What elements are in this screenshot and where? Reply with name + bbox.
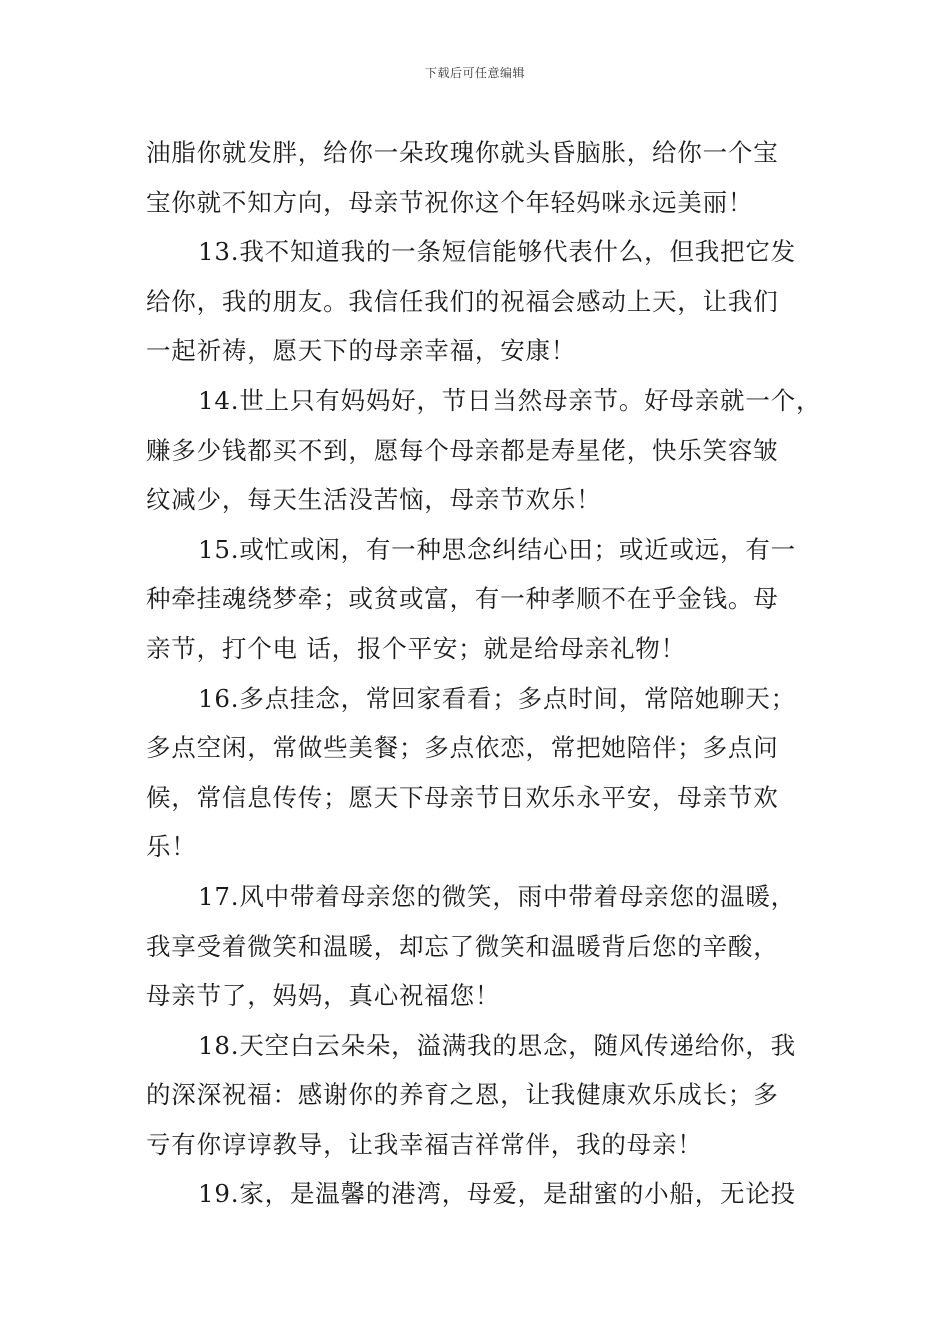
header-note: 下载后可任意编辑: [424, 66, 525, 80]
text-line: 候，常信息传传；愿天下母亲节日欢乐永平安，母亲节欢: [146, 782, 779, 812]
text-line: 种牵挂魂绕梦牵；或贫或富，有一种孝顺不在乎金钱。母: [146, 584, 779, 614]
text-line: 多点空闲，常做些美餐；多点依恋，常把她陪伴；多点问: [146, 733, 779, 763]
text-line: 19.家，是温馨的港湾，母爱，是甜蜜的小船，无论投: [198, 1179, 796, 1209]
text-line: 赚多少钱都买不到，愿每个母亲都是寿星佬，快乐笑容皱: [146, 435, 779, 465]
text-line: 17.风中带着母亲您的微笑，雨中带着母亲您的温暖，: [198, 881, 796, 911]
text-line: 我享受着微笑和温暖，却忘了微笑和温暖背后您的辛酸，: [146, 931, 779, 961]
text-line: 乐！: [146, 832, 197, 862]
text-line: 15.或忙或闲，有一种思念纠结心田；或近或远，有一: [198, 534, 796, 564]
text-line: 16.多点挂念，常回家看看；多点时间，常陪她聊天；: [198, 683, 796, 713]
text-line: 宝你就不知方向，母亲节祝你这个年轻妈咪永远美丽！: [146, 187, 754, 217]
body-text: [146, 128, 822, 1219]
text-line: 纹减少，每天生活没苦恼，母亲节欢乐！: [146, 485, 602, 515]
text-line: 18.天空白云朵朵，溢满我的思念，随风传递给你，我: [198, 1030, 796, 1060]
text-line: 油脂你就发胖，给你一朵玫瑰你就头昏脑胀，给你一个宝: [146, 138, 779, 167]
text-line: 给你，我的朋友。我信任我们的祝福会感动上天，让我们: [146, 286, 779, 316]
text-line: 亲节，打个电 话，报个平安；就是给母亲礼物！: [146, 633, 686, 663]
text-line: 亏有你谆谆教导，让我幸福吉祥常伴，我的母亲！: [146, 1129, 703, 1159]
text-line: 13.我不知道我的一条短信能够代表什么，但我把它发: [198, 237, 796, 267]
text-line: 14.世上只有妈妈好，节日当然母亲节。好母亲就一个，: [198, 385, 822, 415]
text-line: 一起祈祷，愿天下的母亲幸福，安康！: [146, 336, 577, 366]
text-line: 母亲节了，妈妈，真心祝福您！: [146, 981, 501, 1011]
text-line: 的深深祝福：感谢你的养育之恩，让我健康欢乐成长；多: [146, 1080, 779, 1110]
